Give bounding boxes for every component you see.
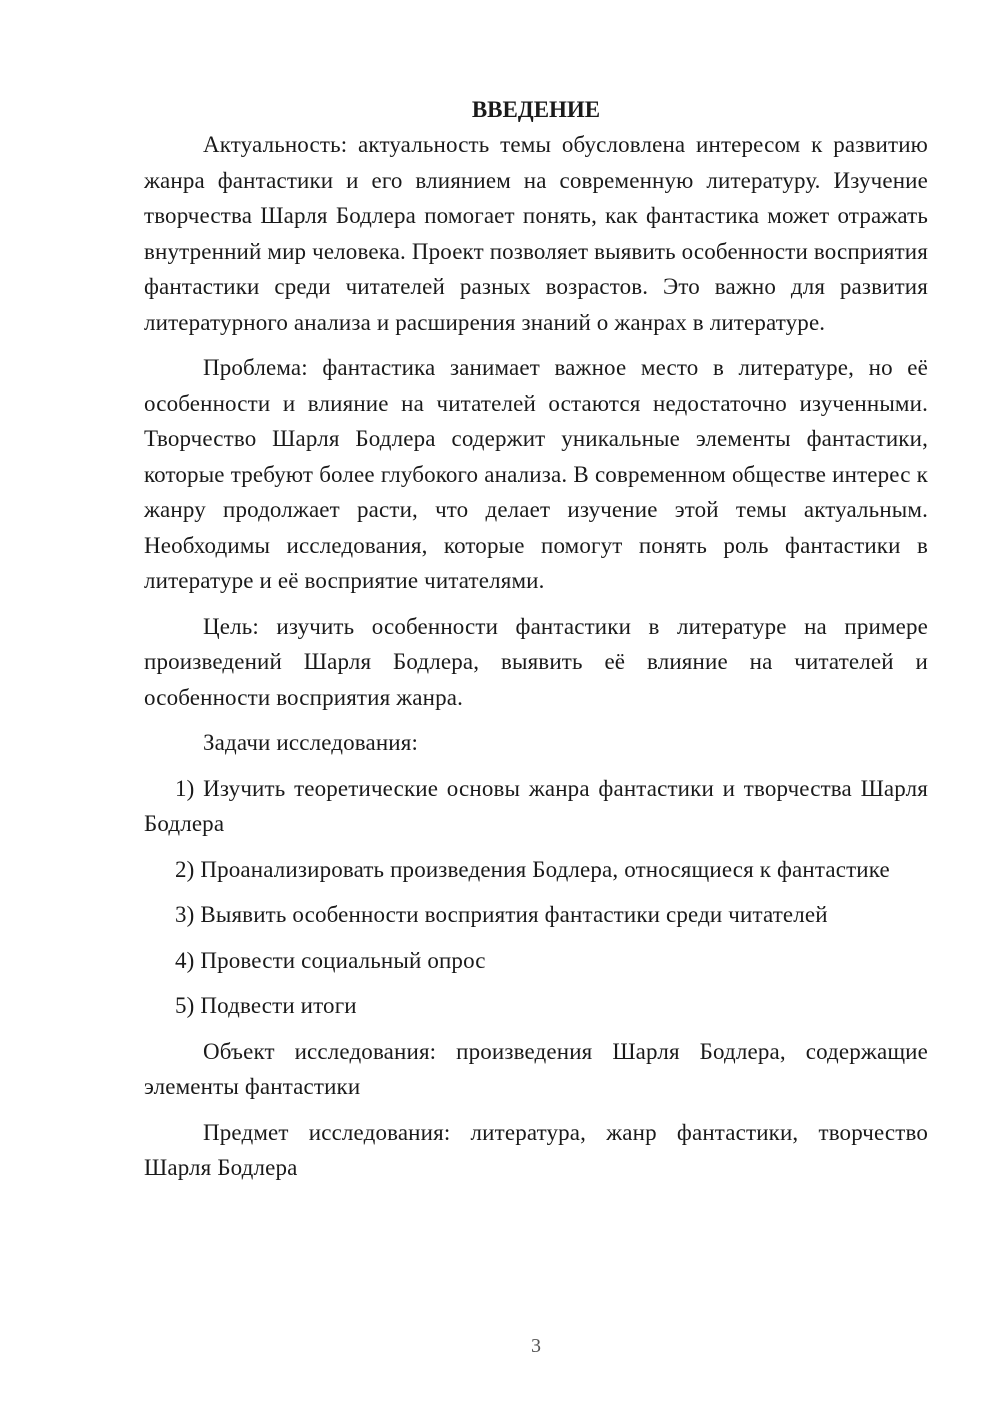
task-item: 1) Изучить теоретические основы жанра фантастики и творчества Шарля Бодлера: [144, 775, 928, 836]
tasks-title: Задачи исследования:: [203, 730, 419, 755]
page-number: 3: [531, 1335, 541, 1357]
task-item: 3) Выявить особенности восприятия фантастики среди читателей: [175, 902, 828, 927]
subject-paragraph: Предмет исследования: литература, жанр фантастики, творчество Шарля Бодлера: [144, 1119, 928, 1180]
problem-paragraph: Проблема: фантастика занимает важное место в литературе, но её особенности и влияние на читателей остаются недостаточно изученными. Творчество Шарля Бодлера содержит уникальные элементы фантастики, которые требуют более глубокого анализа. В современном обществе интерес к жанру продолжает расти, что делает изучение этой темы актуальным. Необходимы исследования, которые помогут понять роль фантастики в литературе и её восприятие читателями.: [144, 355, 928, 593]
task-item: 4) Провести социальный опрос: [175, 947, 486, 973]
task-item: 2) Проанализировать произведения Бодлера, относящиеся к фантастике: [175, 856, 890, 882]
document-body: [144, 92, 928, 1196]
section-heading: ВВЕДЕНИЕ: [471, 97, 601, 122]
object-paragraph: Объект исследования: произведения Шарля Бодлера, содержащие элементы фантастики: [144, 1038, 928, 1099]
goal-paragraph: Цель: изучить особенности фантастики в литературе на примере произведений Шарля Бодлера, выявить её влияние на читателей и особенности восприятия жанра.: [144, 613, 928, 710]
relevance-paragraph: Актуальность: актуальность темы обусловлена интересом к развитию жанра фантастики и его влиянием на современную литературу. Изучение творчества Шарля Бодлера помогает понять, как фантастика может отражать внутренний мир человека. Проект позволяет выявить особенности восприятия фантастики среди читателей разных возрастов. Это важно для развития литературного анализа и расширения знаний о жанрах в литературе.: [144, 132, 928, 335]
task-item: 5) Подвести итоги: [175, 993, 357, 1018]
